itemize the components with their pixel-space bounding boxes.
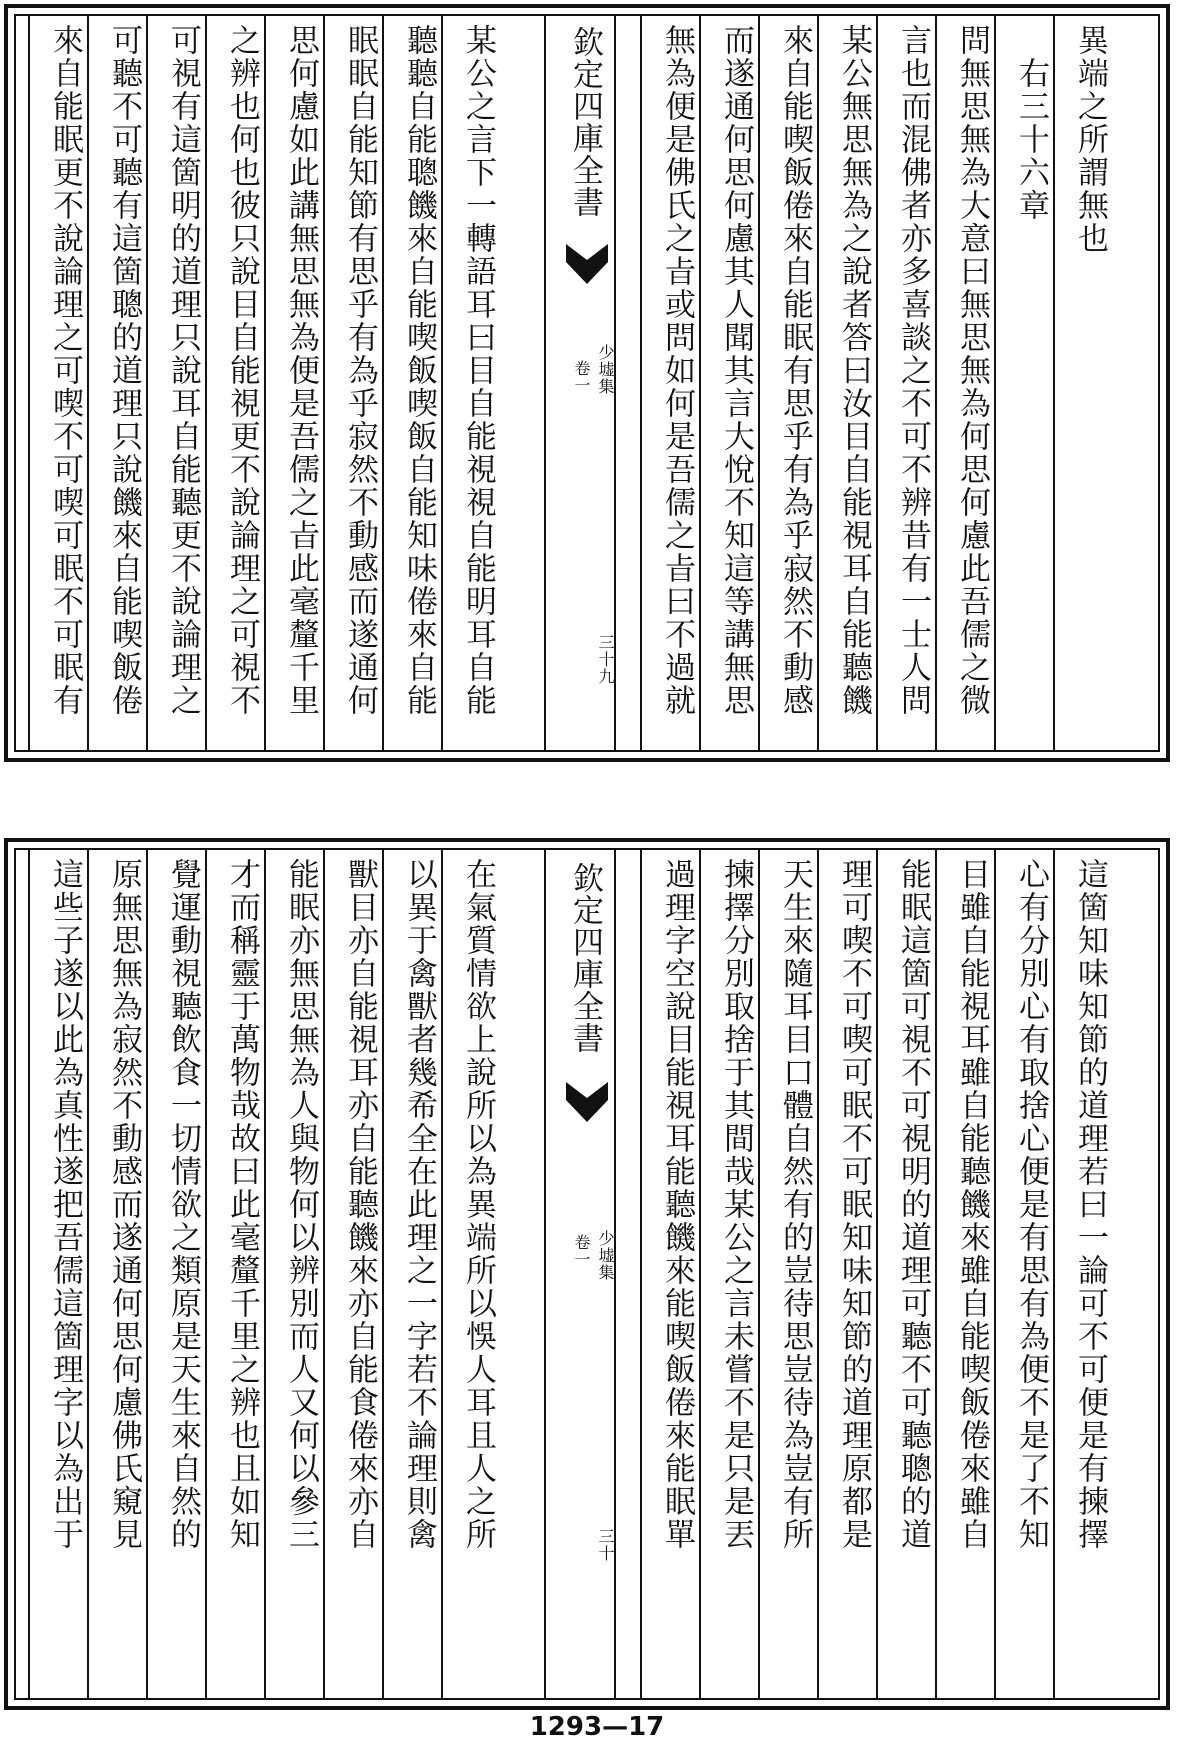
column-rule: [323, 16, 325, 750]
column-rule: [935, 16, 937, 750]
column-rule: [382, 850, 384, 1698]
column-rule: [382, 16, 384, 750]
column-rule: [264, 850, 266, 1698]
column-rule: [87, 850, 89, 1698]
column-rule: [817, 850, 819, 1698]
column-rule: [28, 16, 30, 750]
text-column: 天生來隨耳目口體自然有的豈待思豈待為豈有所: [777, 858, 813, 1551]
bottom-page: [4, 838, 1170, 1710]
column-rule: [994, 16, 996, 750]
text-column: 之辨也何也彼只說目自能視更不說論理之可視不: [224, 24, 260, 717]
text-column: 原無思無為寂然不動感而遂通何思何慮佛氏窺見: [106, 858, 142, 1551]
top-page: [4, 4, 1170, 762]
text-column: 這些子遂以此為真性遂把吾儒這箇理字以為出于: [47, 858, 83, 1551]
text-column: 可聽不可聽有這箇聰的道理只說饑來自能喫飯倦: [106, 24, 142, 717]
column-rule: [640, 850, 642, 1698]
volume-label: 卷一: [572, 360, 591, 394]
fish-tail-mark-icon: [566, 1082, 608, 1122]
center-header: [567, 862, 608, 1054]
column-rule: [935, 850, 937, 1698]
page-number: 1293—17: [529, 1712, 665, 1742]
text-column: 來自能喫飯倦來自能眠有思乎有為乎寂然不動感: [777, 24, 813, 717]
text-column: 思何慮如此講無思無為便是吾儒之㫖此毫釐千里: [283, 24, 319, 717]
text-column: 獸目亦自能視耳亦自能聽饑來亦自能食倦來亦自: [342, 858, 378, 1551]
column-rule: [876, 16, 878, 750]
column-rule: [699, 16, 701, 750]
column-rule: [817, 16, 819, 750]
folio-number: 三十九: [596, 634, 615, 685]
text-column: 過理字空說目能視耳能聽饑來能喫飯倦來能眠單: [659, 858, 695, 1551]
header-title: 欽定四庫全書: [567, 862, 603, 1054]
center-strip-rule: [544, 16, 546, 750]
column-rule: [640, 16, 642, 750]
text-column: 來自能眠更不說論理之可喫不可喫可眠不可眠有: [47, 24, 83, 717]
column-rule: [264, 16, 266, 750]
text-column: 這箇知味知節的道理若曰一論可不可便是有揀擇: [1072, 858, 1108, 1551]
column-rule: [205, 850, 207, 1698]
text-column: 某公之言下一轉語耳曰目自能視視自能明耳自能: [460, 24, 496, 717]
text-column: 才而稱靈于萬物哉故曰此毫釐千里之辨也且如知: [224, 858, 260, 1551]
book-title: 少墟集: [596, 1230, 615, 1281]
text-column: 理可喫不可喫可眠不可眠知味知節的道理原都是: [836, 858, 872, 1551]
column-rule: [1053, 850, 1055, 1698]
column-rule: [758, 850, 760, 1698]
column-rule: [28, 850, 30, 1698]
text-column: 某公無思無為之說者答曰汝目自能視耳自能聽饑: [836, 24, 872, 717]
text-column: 無為便是佛氏之㫖或問如何是吾儒之㫖曰不過就: [659, 24, 695, 717]
header-title: 欽定四庫全書: [567, 26, 603, 218]
column-rule: [876, 850, 878, 1698]
column-rule: [1053, 16, 1055, 750]
text-column: 以異于禽獸者幾希全在此理之一字若不論理則禽: [401, 858, 437, 1551]
folio-number: 三十: [596, 1528, 615, 1562]
text-column: 覺運動視聽飲食一切情欲之類原是天生來自然的: [165, 858, 201, 1551]
column-rule: [146, 16, 148, 750]
text-column: 心有分別心有取捨心便是有思有為便不是了不知: [1013, 858, 1049, 1551]
text-column: 言也而混佛者亦多喜談之不可不辨昔有一士人問: [895, 24, 931, 717]
fish-tail-mark-icon: [566, 244, 608, 284]
text-column: 目雖自能視耳雖自能聽饑來雖自能喫飯倦來雖自: [954, 858, 990, 1551]
text-column: 能眠這箇可視不可視明的道理可聽不可聽聰的道: [895, 858, 931, 1551]
text-column: 眠眠自能知節有思乎有為乎寂然不動感而遂通何: [342, 24, 378, 717]
text-column: 聽聽自能聰饑來自能喫飯喫飯自能知味倦來自能: [401, 24, 437, 717]
text-column: 異端之所謂無也: [1072, 24, 1108, 255]
column-rule: [441, 850, 443, 1698]
text-column: 可視有這箇明的道理只說耳自能聽更不說論理之: [165, 24, 201, 717]
column-rule: [994, 850, 996, 1698]
column-rule: [758, 16, 760, 750]
text-column: 能眠亦無思無為人與物何以辨別而人又何以參三: [283, 858, 319, 1551]
column-rule: [323, 850, 325, 1698]
book-title: 少墟集: [596, 344, 615, 395]
column-rule: [146, 850, 148, 1698]
column-rule: [699, 850, 701, 1698]
column-rule: [87, 16, 89, 750]
text-column: 而遂通何思何慮其人聞其言大悅不知這等講無思: [718, 24, 754, 717]
column-rule: [205, 16, 207, 750]
text-column: 揀擇分別取捨于其間哉某公之言未嘗不是只是丟: [718, 858, 754, 1551]
text-column: 右三十六章: [1013, 24, 1049, 222]
text-column: 在氣質情欲上說所以為異端所以悞人耳且人之所: [460, 858, 496, 1551]
volume-label: 卷一: [572, 1234, 591, 1268]
column-rule: [441, 16, 443, 750]
text-column: 問無思無為大意曰無思無為何思何慮此吾儒之微: [954, 24, 990, 717]
center-strip-rule: [544, 850, 546, 1698]
center-header: [567, 26, 608, 218]
